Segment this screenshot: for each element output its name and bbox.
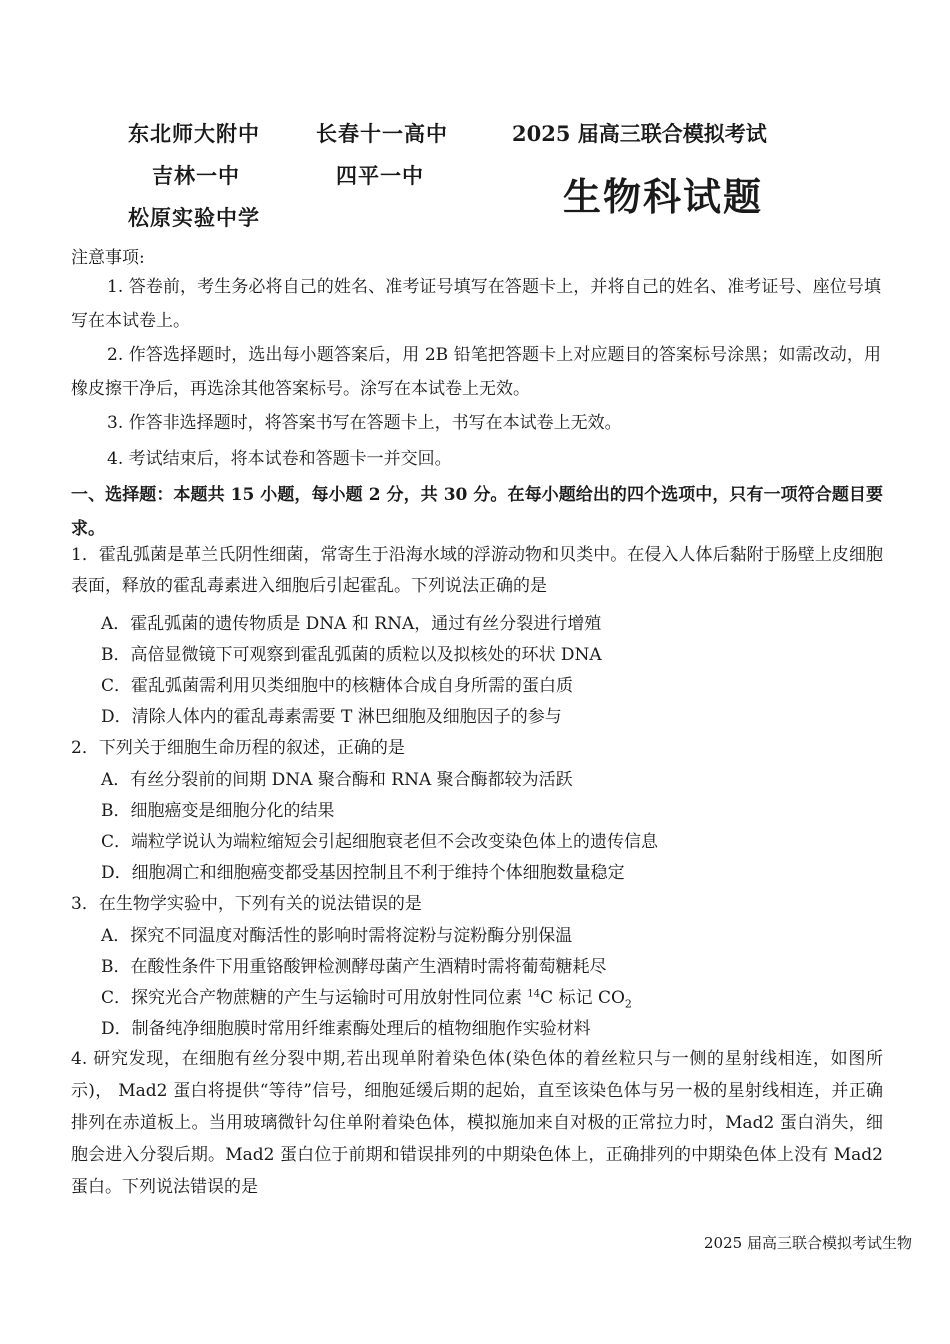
question-option: B．高倍显微镜下可观察到霍乱弧菌的质粒以及拟核处的环状 DNA	[101, 645, 602, 665]
formula-subscript: 2	[624, 997, 632, 1011]
question-option: C．端粒学说认为端粒缩短会引起细胞衰老但不会改变染色体上的遗传信息	[101, 832, 659, 852]
question-option	[101, 983, 632, 1010]
notice-heading: 注意事项:	[71, 248, 145, 268]
question-option: C．霍乱弧菌需利用贝类细胞中的核糖体合成自身所需的蛋白质	[101, 676, 574, 696]
notice-item: 2. 作答选择题时，选出每小题答案后，用 2B 铅笔把答题卡上对应题目的答案标号涂黑；如需改动，用橡皮擦干净后，再选涂其他答案标号。涂写在本试卷上无效。	[71, 345, 881, 399]
question-option: D．制备纯净细胞膜时常用纤维素酶处理后的植物细胞作实验材料	[101, 1019, 591, 1039]
page-footer: 2025 届高三联合模拟考试生物	[704, 1234, 912, 1252]
notice-item: 3. 作答非选择题时，将答案书写在答题卡上，书写在本试卷上无效。	[107, 413, 622, 433]
question-option: A．霍乱弧菌的遗传物质是 DNA 和 RNA，通过有丝分裂进行增殖	[101, 614, 602, 634]
option-text: C 标记 CO	[540, 988, 625, 1008]
question-option: A．有丝分裂前的间期 DNA 聚合酶和 RNA 聚合酶都较为活跃	[101, 770, 573, 790]
question-stem: 1．霍乱弧菌是革兰氏阴性细菌，常寄生于沿海水域的浮游动物和贝类中。在侵入人体后黏附于肠壁上皮细胞表面，释放的霍乱毒素进入细胞后引起霍乱。下列说法正确的是	[71, 545, 883, 596]
question-stem: 2．下列关于细胞生命历程的叙述，正确的是	[71, 738, 405, 758]
question-option: B．在酸性条件下用重铬酸钾检测酵母菌产生酒精时需将葡萄糖耗尽	[101, 957, 607, 977]
subject-title: 生物科试题	[563, 174, 764, 219]
question-option: B．细胞癌变是细胞分化的结果	[101, 801, 335, 821]
school-name: 四平一中	[336, 163, 424, 188]
school-name: 东北师大附中	[128, 121, 260, 146]
section-heading: 一、选择题：本题共 15 小题，每小题 2 分，共 30 分。在每小题给出的四个选项中，只有一项符合题目要求。	[71, 485, 883, 539]
school-name: 长春十一高中	[316, 121, 448, 146]
school-name: 松原实验中学	[128, 205, 260, 230]
question-stem: 3．在生物学实验中，下列有关的说法错误的是	[71, 894, 422, 914]
question-option: D．细胞凋亡和细胞癌变都受基因控制且不利于维持个体细胞数量稳定	[101, 863, 625, 883]
isotope-mass-number: 14	[527, 988, 541, 1000]
notice-item: 4. 考试结束后，将本试卷和答题卡一并交回。	[107, 449, 452, 469]
question-option: D．清除人体内的霍乱毒素需要 T 淋巴细胞及细胞因子的参与	[101, 707, 562, 727]
exam-title: 2025 届高三联合模拟考试	[512, 121, 767, 146]
notice-item: 1. 答卷前，考生务必将自己的姓名、准考证号填写在答题卡上，并将自己的姓名、准考证号、座位号填写在本试卷上。	[71, 277, 881, 331]
question-option: A．探究不同温度对酶活性的影响时需将淀粉与淀粉酶分别保温	[101, 926, 573, 946]
option-text: C．探究光合产物蔗糖的产生与运输时可用放射性同位素	[101, 988, 528, 1008]
question-stem: 4. 研究发现，在细胞有丝分裂中期,若出现单附着染色体(染色体的着丝粒只与一侧的星射线相连，如图所示)， Mad2 蛋白将提供“等待”信号，细胞延缓后期的起始，直至该染色体与另一极的星射线相连，并正确排列在赤道板上。当用玻璃微针勾住单附着染色体，模拟施加来自对极的正常拉力时，Mad2 蛋白消失，细胞会进入分裂后期。Mad2 蛋白位于前期和错误排列的中期染色体上，正确排列的中期染色体上没有 Mad2 蛋白。下列说法错误的是	[71, 1049, 883, 1197]
school-name: 吉林一中	[152, 163, 240, 188]
